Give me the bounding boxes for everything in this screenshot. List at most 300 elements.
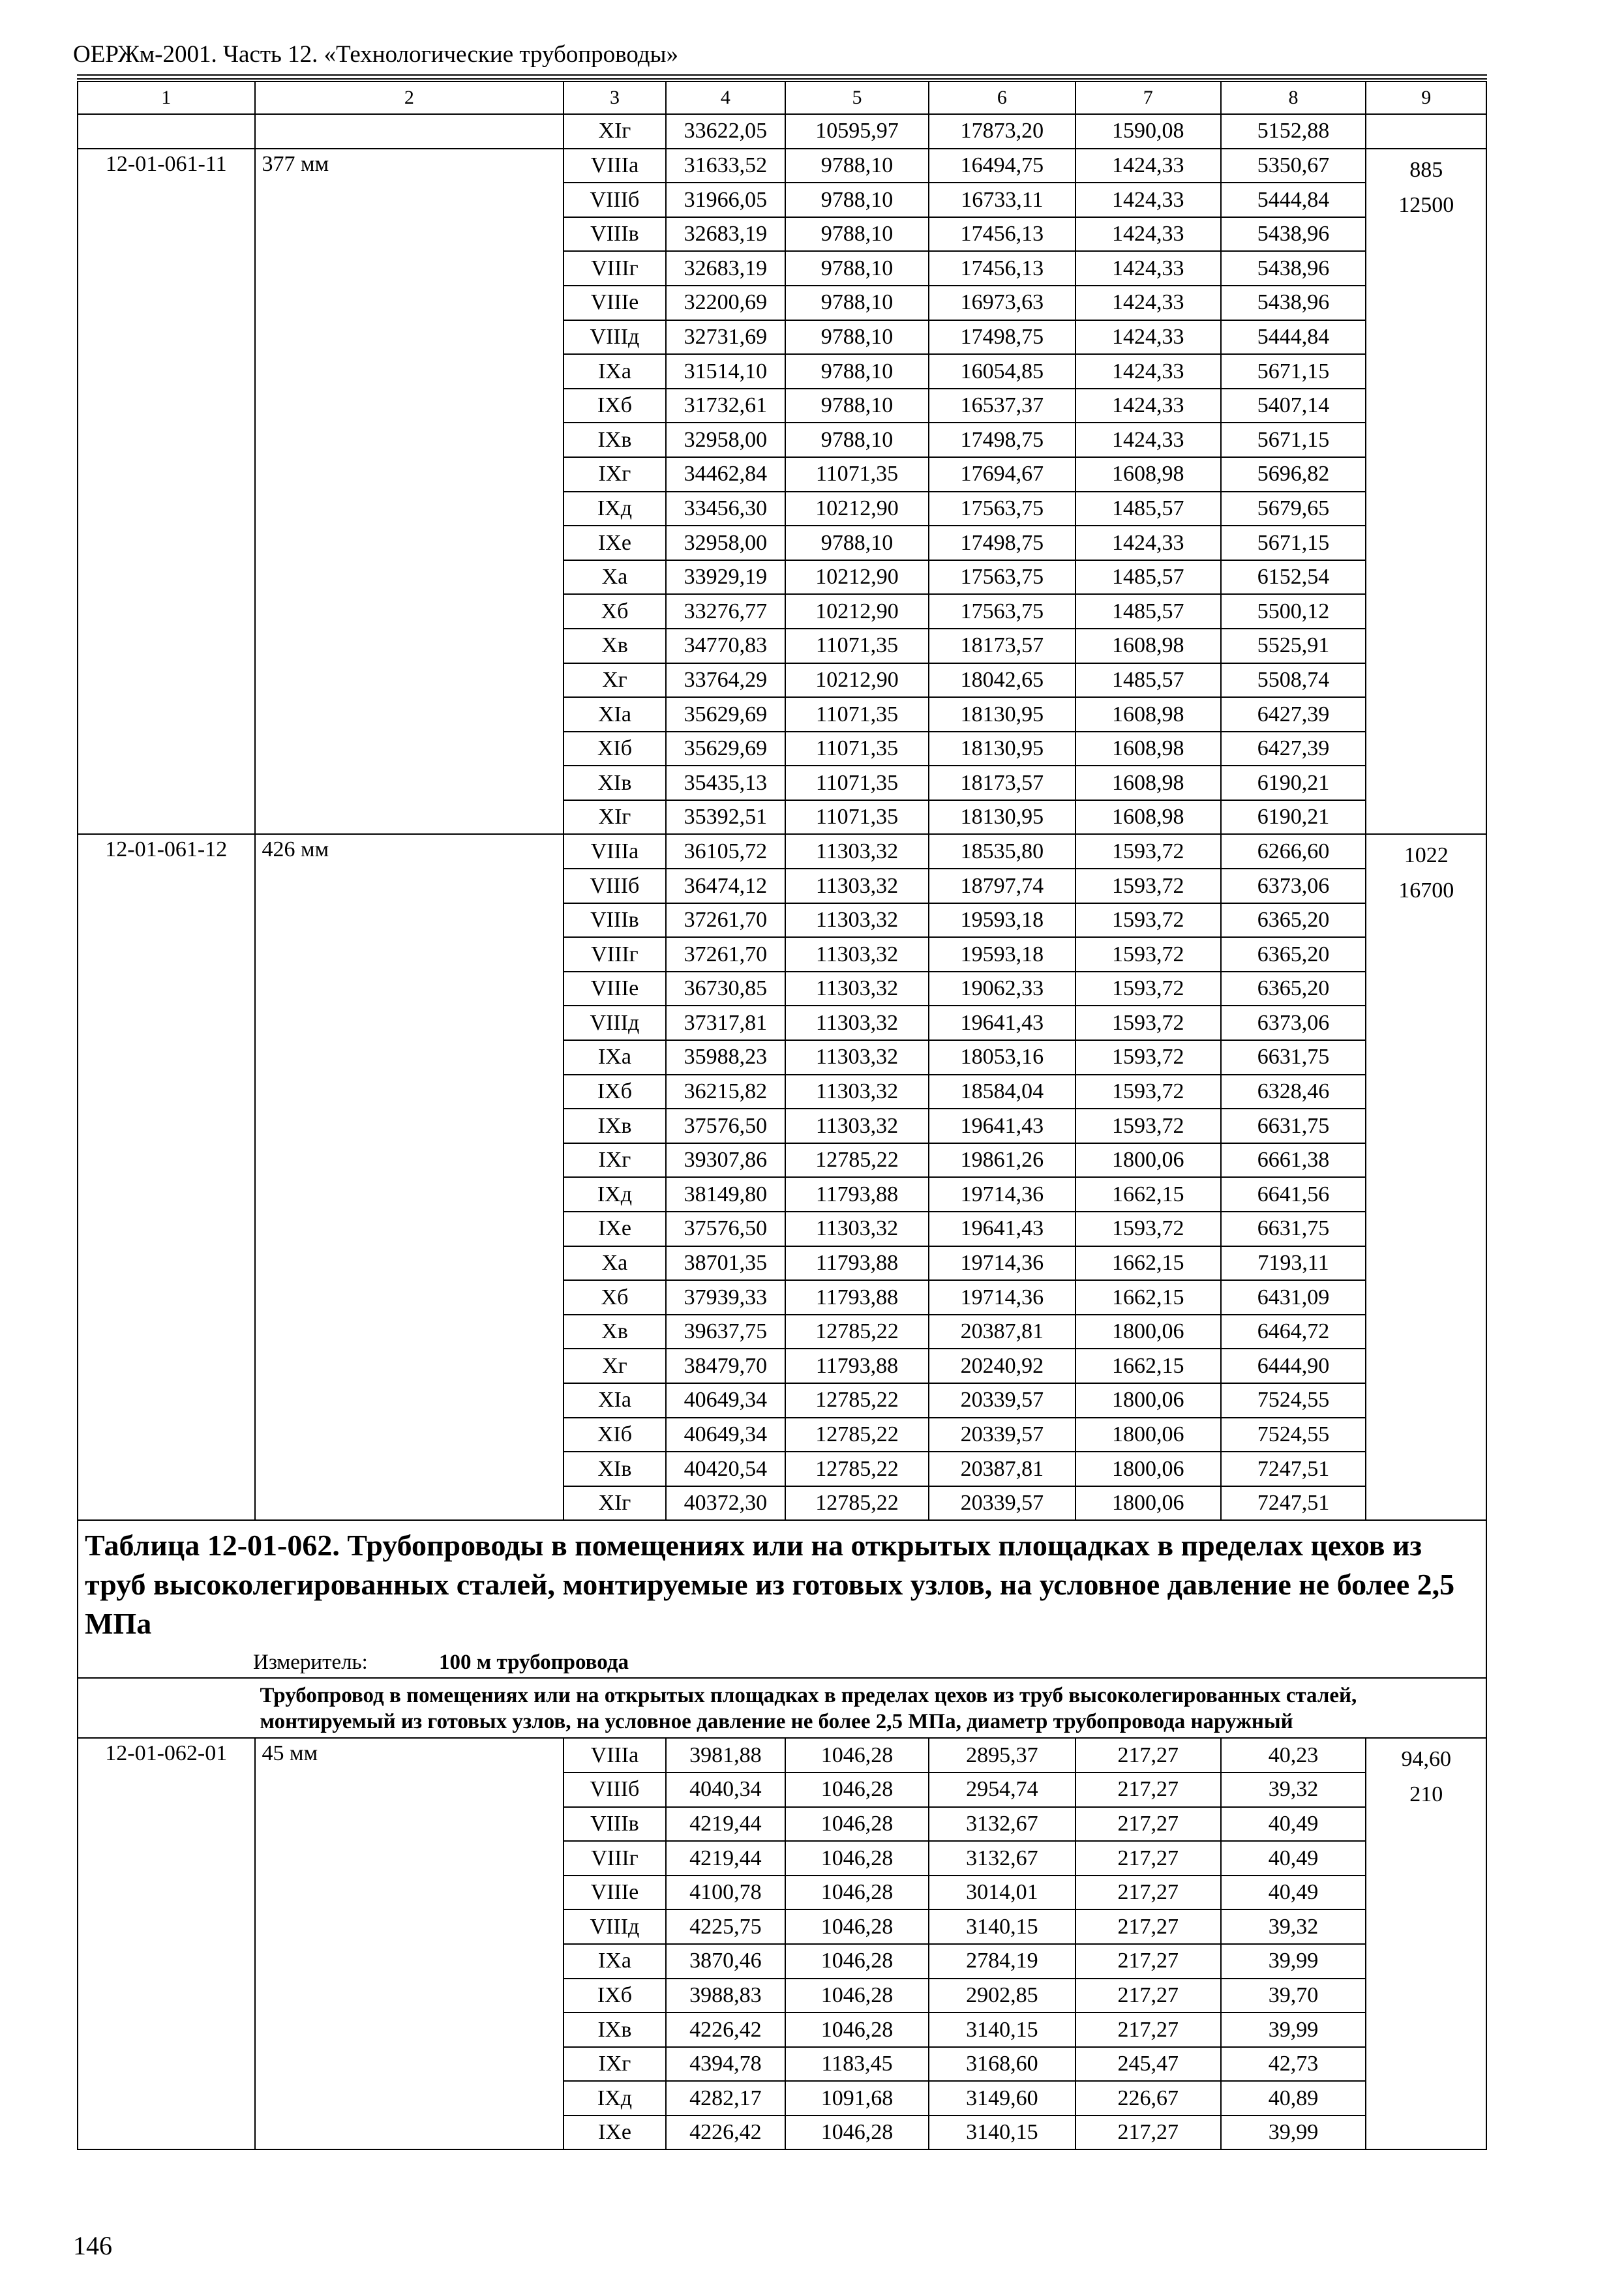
value-cell: 7524,55 [1221, 1418, 1366, 1452]
size-cell: 45 мм [255, 1738, 564, 2149]
value-cell: 1662,15 [1075, 1280, 1221, 1315]
value-cell: 11071,35 [785, 732, 929, 766]
value-cell: 5152,88 [1221, 114, 1366, 149]
value-cell: 18130,95 [929, 697, 1075, 732]
value-cell: 16537,37 [929, 389, 1075, 423]
value-cell: 7247,51 [1221, 1452, 1366, 1486]
column-number: 1 [78, 82, 255, 114]
value-cell: 20339,57 [929, 1486, 1075, 1521]
value-cell: 34462,84 [666, 457, 785, 492]
value-cell: 4219,44 [666, 1841, 785, 1876]
zone-cell: XIг [564, 1486, 666, 1521]
value-cell: 10212,90 [785, 594, 929, 629]
header-rule-bottom [77, 78, 1487, 80]
table-row [78, 1738, 1486, 1773]
value-cell: 16973,63 [929, 286, 1075, 320]
col9-value: 885 [1409, 157, 1443, 182]
value-cell: 33929,19 [666, 560, 785, 595]
value-cell: 1046,28 [785, 1909, 929, 1944]
value-cell: 19714,36 [929, 1246, 1075, 1281]
value-cell: 18130,95 [929, 732, 1075, 766]
value-cell: 37261,70 [666, 903, 785, 938]
value-cell: 9788,10 [785, 251, 929, 286]
value-cell: 9788,10 [785, 423, 929, 457]
value-cell: 40,49 [1221, 1876, 1366, 1910]
meter-value: 100 м трубопровода [439, 1651, 629, 1675]
zone-cell: VIIIб [564, 183, 666, 217]
value-cell: 6444,90 [1221, 1349, 1366, 1383]
zone-cell: Xв [564, 629, 666, 663]
column-number: 7 [1075, 82, 1221, 114]
value-cell: 1662,15 [1075, 1349, 1221, 1383]
value-cell: 32683,19 [666, 251, 785, 286]
value-cell: 11793,88 [785, 1246, 929, 1281]
table-062-description-row [78, 1678, 1486, 1738]
value-cell: 1424,33 [1075, 320, 1221, 355]
value-cell: 1593,72 [1075, 1212, 1221, 1246]
value-cell: 3140,15 [929, 2012, 1075, 2047]
value-cell: 217,27 [1075, 2012, 1221, 2047]
value-cell: 33276,77 [666, 594, 785, 629]
table-062-meter-row [78, 1647, 1486, 1678]
value-cell: 11071,35 [785, 697, 929, 732]
value-cell: 6328,46 [1221, 1075, 1366, 1109]
page-number: 146 [73, 2231, 112, 2260]
table-062-header [78, 1520, 1486, 1738]
zone-cell: VIIIд [564, 320, 666, 355]
value-cell: 17694,67 [929, 457, 1075, 492]
meter-label: Измеритель: [253, 1651, 368, 1675]
table-body-section-a [78, 82, 1486, 1520]
zone-cell: VIIIд [564, 1006, 666, 1040]
value-cell: 1593,72 [1075, 1075, 1221, 1109]
value-cell: 17563,75 [929, 594, 1075, 629]
value-cell: 3981,88 [666, 1738, 785, 1773]
value-cell: 36730,85 [666, 972, 785, 1006]
value-cell: 4282,17 [666, 2081, 785, 2116]
zone-cell: Xг [564, 1349, 666, 1383]
value-cell: 37317,81 [666, 1006, 785, 1040]
value-cell: 4226,42 [666, 2012, 785, 2047]
value-cell: 1593,72 [1075, 1040, 1221, 1075]
value-cell: 19593,18 [929, 903, 1075, 938]
zone-cell: IXг [564, 457, 666, 492]
value-cell: 35629,69 [666, 732, 785, 766]
value-cell: 1593,72 [1075, 937, 1221, 972]
value-cell: 39,99 [1221, 2116, 1366, 2150]
value-cell: 33622,05 [666, 114, 785, 149]
value-cell: 11303,32 [785, 1075, 929, 1109]
value-cell: 20339,57 [929, 1383, 1075, 1418]
value-cell: 11071,35 [785, 766, 929, 800]
value-cell: 3014,01 [929, 1876, 1075, 1910]
value-cell: 6373,06 [1221, 1006, 1366, 1040]
code-cell [78, 114, 255, 149]
value-cell: 20387,81 [929, 1315, 1075, 1349]
value-cell: 37576,50 [666, 1109, 785, 1143]
zone-cell: VIIIв [564, 1807, 666, 1842]
value-cell: 11793,88 [785, 1177, 929, 1212]
value-cell: 12785,22 [785, 1418, 929, 1452]
value-cell: 40,23 [1221, 1738, 1366, 1773]
value-cell: 20240,92 [929, 1349, 1075, 1383]
value-cell: 1593,72 [1075, 903, 1221, 938]
value-cell: 12785,22 [785, 1383, 929, 1418]
value-cell: 5438,96 [1221, 251, 1366, 286]
value-cell: 1593,72 [1075, 834, 1221, 869]
zone-cell: IXв [564, 2012, 666, 2047]
value-cell: 16054,85 [929, 354, 1075, 389]
value-cell: 11303,32 [785, 834, 929, 869]
value-cell: 40,49 [1221, 1841, 1366, 1876]
value-cell: 5671,15 [1221, 526, 1366, 560]
value-cell: 40420,54 [666, 1452, 785, 1486]
value-cell: 6266,60 [1221, 834, 1366, 869]
value-cell: 11303,32 [785, 1040, 929, 1075]
value-cell: 9788,10 [785, 354, 929, 389]
value-cell: 217,27 [1075, 1738, 1221, 1773]
zone-cell: XIг [564, 800, 666, 835]
value-cell: 3149,60 [929, 2081, 1075, 2116]
table-062-description: Трубопровод в помещениях или на открытых площадках в пределах цехов из труб высоколегированных сталей, монтируемый из готовых узлов, на условное давление не более 2,5 МПа, диаметр трубопровода наружный [255, 1678, 1486, 1738]
value-cell: 1046,28 [785, 2012, 929, 2047]
value-cell: 226,67 [1075, 2081, 1221, 2116]
zone-cell: VIIIе [564, 972, 666, 1006]
value-cell: 7524,55 [1221, 1383, 1366, 1418]
value-cell: 6631,75 [1221, 1109, 1366, 1143]
value-cell: 5679,65 [1221, 492, 1366, 526]
value-cell: 17563,75 [929, 492, 1075, 526]
col9-value: 12500 [1398, 192, 1454, 217]
size-cell: 426 мм [255, 834, 564, 1520]
value-cell: 1800,06 [1075, 1452, 1221, 1486]
value-cell: 5350,67 [1221, 149, 1366, 183]
value-cell: 6661,38 [1221, 1143, 1366, 1178]
value-cell: 6427,39 [1221, 732, 1366, 766]
zone-cell: IXв [564, 423, 666, 457]
price-table [77, 81, 1487, 2150]
value-cell: 1608,98 [1075, 697, 1221, 732]
value-cell: 4226,42 [666, 2116, 785, 2150]
zone-cell: IXд [564, 492, 666, 526]
value-cell: 17456,13 [929, 251, 1075, 286]
zone-cell: IXа [564, 1040, 666, 1075]
value-cell: 6365,20 [1221, 972, 1366, 1006]
value-cell: 1046,28 [785, 1807, 929, 1842]
value-cell: 1046,28 [785, 1841, 929, 1876]
value-cell: 5671,15 [1221, 423, 1366, 457]
value-cell: 11303,32 [785, 1109, 929, 1143]
value-cell: 39,70 [1221, 1979, 1366, 2013]
value-cell: 12785,22 [785, 1452, 929, 1486]
value-cell: 5508,74 [1221, 663, 1366, 698]
zone-cell: IXе [564, 1212, 666, 1246]
value-cell: 16494,75 [929, 149, 1075, 183]
value-cell: 42,73 [1221, 2047, 1366, 2082]
value-cell: 5671,15 [1221, 354, 1366, 389]
zone-cell: VIIIа [564, 149, 666, 183]
zone-cell: IXг [564, 1143, 666, 1178]
value-cell: 245,47 [1075, 2047, 1221, 2082]
value-cell: 36105,72 [666, 834, 785, 869]
value-cell: 37261,70 [666, 937, 785, 972]
value-cell: 33456,30 [666, 492, 785, 526]
value-cell: 6365,20 [1221, 903, 1366, 938]
zone-cell: VIIIб [564, 1773, 666, 1807]
column-number: 8 [1221, 82, 1366, 114]
value-cell: 19714,36 [929, 1177, 1075, 1212]
value-cell: 36215,82 [666, 1075, 785, 1109]
value-cell: 3132,67 [929, 1841, 1075, 1876]
value-cell: 1091,68 [785, 2081, 929, 2116]
zone-cell: VIIIг [564, 251, 666, 286]
value-cell: 4225,75 [666, 1909, 785, 1944]
value-cell: 36474,12 [666, 869, 785, 903]
zone-cell: IXе [564, 526, 666, 560]
value-cell: 31633,52 [666, 149, 785, 183]
value-cell: 6152,54 [1221, 560, 1366, 595]
value-cell: 1046,28 [785, 1738, 929, 1773]
value-cell: 217,27 [1075, 1944, 1221, 1979]
zone-cell: XIв [564, 1452, 666, 1486]
value-cell: 1800,06 [1075, 1383, 1221, 1418]
value-cell: 1424,33 [1075, 389, 1221, 423]
zone-cell: VIIIа [564, 1738, 666, 1773]
continuation-row [78, 114, 1486, 149]
value-cell: 1662,15 [1075, 1246, 1221, 1281]
value-cell: 10212,90 [785, 560, 929, 595]
zone-cell: IXб [564, 389, 666, 423]
value-cell: 37576,50 [666, 1212, 785, 1246]
column-number: 3 [564, 82, 666, 114]
value-cell: 2895,37 [929, 1738, 1075, 1773]
value-cell: 38479,70 [666, 1349, 785, 1383]
value-cell: 5444,84 [1221, 183, 1366, 217]
value-cell: 11071,35 [785, 629, 929, 663]
zone-cell: VIIIг [564, 937, 666, 972]
value-cell: 6190,21 [1221, 766, 1366, 800]
value-cell: 1046,28 [785, 2116, 929, 2150]
size-cell: 377 мм [255, 149, 564, 835]
value-cell: 3168,60 [929, 2047, 1075, 2082]
col9-cell [1366, 114, 1486, 149]
zone-cell: IXб [564, 1075, 666, 1109]
value-cell: 31966,05 [666, 183, 785, 217]
value-cell: 6631,75 [1221, 1212, 1366, 1246]
description-blank-cell [78, 1678, 255, 1738]
value-cell: 18042,65 [929, 663, 1075, 698]
value-cell: 40649,34 [666, 1418, 785, 1452]
value-cell: 1608,98 [1075, 732, 1221, 766]
value-cell: 20387,81 [929, 1452, 1075, 1486]
value-cell: 217,27 [1075, 1773, 1221, 1807]
table-062-title-row [78, 1520, 1486, 1647]
value-cell: 19593,18 [929, 937, 1075, 972]
column-number: 9 [1366, 82, 1486, 114]
value-cell: 11303,32 [785, 869, 929, 903]
value-cell: 1424,33 [1075, 183, 1221, 217]
value-cell: 1662,15 [1075, 1177, 1221, 1212]
column-number: 2 [255, 82, 564, 114]
value-cell: 11303,32 [785, 972, 929, 1006]
value-cell: 1046,28 [785, 1944, 929, 1979]
value-cell: 2902,85 [929, 1979, 1075, 2013]
value-cell: 1485,57 [1075, 560, 1221, 595]
value-cell: 6464,72 [1221, 1315, 1366, 1349]
value-cell: 17498,75 [929, 320, 1075, 355]
value-cell: 6631,75 [1221, 1040, 1366, 1075]
zone-cell: Xг [564, 663, 666, 698]
value-cell: 1608,98 [1075, 457, 1221, 492]
value-cell: 19641,43 [929, 1109, 1075, 1143]
zone-cell: Xв [564, 1315, 666, 1349]
value-cell: 6641,56 [1221, 1177, 1366, 1212]
value-cell: 9788,10 [785, 320, 929, 355]
value-cell: 10212,90 [785, 663, 929, 698]
zone-cell: VIIIг [564, 1841, 666, 1876]
value-cell: 34770,83 [666, 629, 785, 663]
column-number: 6 [929, 82, 1075, 114]
value-cell: 1424,33 [1075, 251, 1221, 286]
col9-value: 210 [1409, 1782, 1443, 1807]
value-cell: 17873,20 [929, 114, 1075, 149]
value-cell: 32731,69 [666, 320, 785, 355]
value-cell: 17498,75 [929, 423, 1075, 457]
value-cell: 11071,35 [785, 457, 929, 492]
value-cell: 18130,95 [929, 800, 1075, 835]
code-cell: 12-01-061-12 [78, 834, 255, 1520]
size-cell [255, 114, 564, 149]
value-cell: 5438,96 [1221, 286, 1366, 320]
value-cell: 11303,32 [785, 1006, 929, 1040]
table-body-section-b [78, 1738, 1486, 2149]
value-cell: 11303,32 [785, 937, 929, 972]
value-cell: 217,27 [1075, 1909, 1221, 1944]
value-cell: 32200,69 [666, 286, 785, 320]
value-cell: 19641,43 [929, 1212, 1075, 1246]
value-cell: 32958,00 [666, 526, 785, 560]
col9-cell [1366, 834, 1486, 1520]
zone-cell: XIг [564, 114, 666, 149]
value-cell: 9788,10 [785, 183, 929, 217]
value-cell: 10212,90 [785, 492, 929, 526]
value-cell: 12785,22 [785, 1315, 929, 1349]
value-cell: 19641,43 [929, 1006, 1075, 1040]
value-cell: 3132,67 [929, 1807, 1075, 1842]
value-cell: 18535,80 [929, 834, 1075, 869]
value-cell: 12785,22 [785, 1143, 929, 1178]
zone-cell: Xб [564, 594, 666, 629]
table-062-title: Таблица 12-01-062. Трубопроводы в помещениях или на открытых площадках в пределах цехов из труб высоколегированных сталей, монтируемые из готовых узлов, на условное давление не более 2,5 МПа [78, 1520, 1486, 1647]
value-cell: 217,27 [1075, 2116, 1221, 2150]
value-cell: 38149,80 [666, 1177, 785, 1212]
value-cell: 1485,57 [1075, 594, 1221, 629]
value-cell: 1800,06 [1075, 1418, 1221, 1452]
value-cell: 5500,12 [1221, 594, 1366, 629]
zone-cell: IXд [564, 2081, 666, 2116]
value-cell: 18173,57 [929, 629, 1075, 663]
table-062-meter [78, 1647, 1486, 1678]
zone-cell: IXб [564, 1979, 666, 2013]
value-cell: 40372,30 [666, 1486, 785, 1521]
value-cell: 5525,91 [1221, 629, 1366, 663]
value-cell: 5407,14 [1221, 389, 1366, 423]
zone-cell: XIб [564, 732, 666, 766]
value-cell: 6190,21 [1221, 800, 1366, 835]
zone-cell: XIа [564, 697, 666, 732]
value-cell: 17498,75 [929, 526, 1075, 560]
value-cell: 3140,15 [929, 1909, 1075, 1944]
value-cell: 11303,32 [785, 1212, 929, 1246]
value-cell: 17563,75 [929, 560, 1075, 595]
zone-cell: XIб [564, 1418, 666, 1452]
column-number: 4 [666, 82, 785, 114]
table-row [78, 834, 1486, 869]
col9-value: 1022 [1404, 843, 1449, 868]
value-cell: 9788,10 [785, 526, 929, 560]
value-cell: 3870,46 [666, 1944, 785, 1979]
zone-cell: XIв [564, 766, 666, 800]
value-cell: 1608,98 [1075, 800, 1221, 835]
value-cell: 217,27 [1075, 1807, 1221, 1842]
value-cell: 1593,72 [1075, 1006, 1221, 1040]
value-cell: 1485,57 [1075, 492, 1221, 526]
value-cell: 217,27 [1075, 1876, 1221, 1910]
column-numbers-row [78, 82, 1486, 114]
value-cell: 39307,86 [666, 1143, 785, 1178]
value-cell: 4394,78 [666, 2047, 785, 2082]
value-cell: 40,49 [1221, 1807, 1366, 1842]
value-cell: 1424,33 [1075, 526, 1221, 560]
value-cell: 11071,35 [785, 800, 929, 835]
value-cell: 11303,32 [785, 903, 929, 938]
value-cell: 1046,28 [785, 1876, 929, 1910]
value-cell: 1593,72 [1075, 1109, 1221, 1143]
value-cell: 39,32 [1221, 1773, 1366, 1807]
zone-cell: Xа [564, 1246, 666, 1281]
code-cell: 12-01-062-01 [78, 1738, 255, 2149]
value-cell: 217,27 [1075, 1979, 1221, 2013]
value-cell: 4040,34 [666, 1773, 785, 1807]
table-row [78, 149, 1486, 183]
value-cell: 17456,13 [929, 217, 1075, 252]
zone-cell: VIIIв [564, 903, 666, 938]
value-cell: 6431,09 [1221, 1280, 1366, 1315]
value-cell: 3988,83 [666, 1979, 785, 2013]
value-cell: 6373,06 [1221, 869, 1366, 903]
value-cell: 6427,39 [1221, 697, 1366, 732]
col9-value: 94,60 [1401, 1747, 1451, 1772]
value-cell: 1046,28 [785, 1979, 929, 2013]
value-cell: 35392,51 [666, 800, 785, 835]
value-cell: 1424,33 [1075, 217, 1221, 252]
zone-cell: IXв [564, 1109, 666, 1143]
header-rule-top [77, 74, 1487, 76]
zone-cell: XIа [564, 1383, 666, 1418]
value-cell: 39,99 [1221, 2012, 1366, 2047]
value-cell: 7193,11 [1221, 1246, 1366, 1281]
column-number: 5 [785, 82, 929, 114]
value-cell: 19062,33 [929, 972, 1075, 1006]
value-cell: 1424,33 [1075, 354, 1221, 389]
value-cell: 5438,96 [1221, 217, 1366, 252]
value-cell: 19714,36 [929, 1280, 1075, 1315]
value-cell: 1800,06 [1075, 1486, 1221, 1521]
col9-value: 16700 [1398, 878, 1454, 903]
value-cell: 35629,69 [666, 697, 785, 732]
value-cell: 5444,84 [1221, 320, 1366, 355]
zone-cell: IXа [564, 354, 666, 389]
